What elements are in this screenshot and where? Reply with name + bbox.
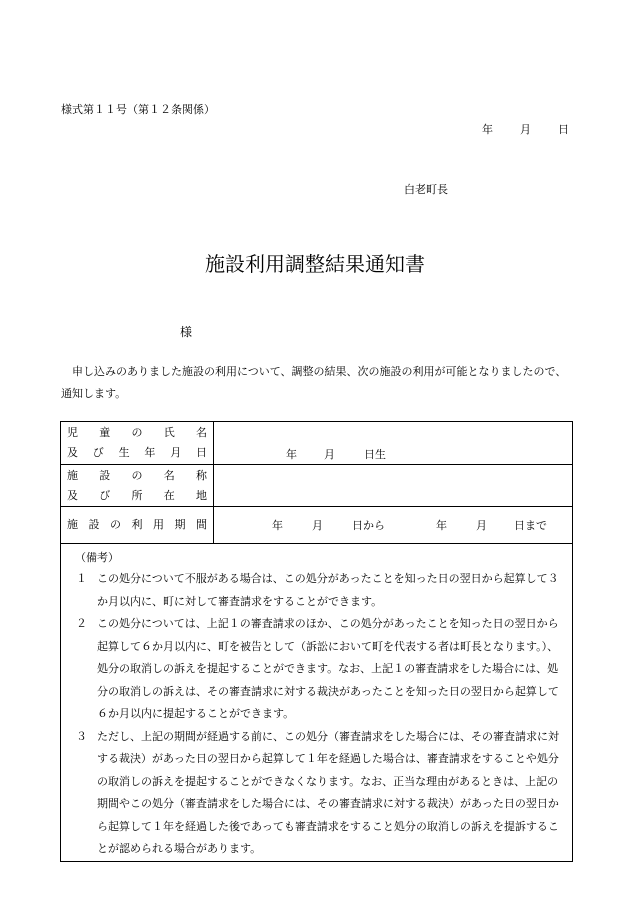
label-char: 地 [196, 488, 207, 502]
label-char: び [99, 488, 111, 502]
applicant-label [61, 422, 214, 465]
facility-label-line2 [61, 486, 213, 506]
label-char: 児 [67, 426, 78, 439]
birth-day: 日生 [364, 448, 386, 461]
label-char: 施 [67, 518, 78, 531]
form-number: 様式第１１号（第１２条関係） [61, 103, 215, 116]
applicant-row [61, 422, 573, 465]
period-label-line [61, 515, 213, 535]
facility-row [61, 465, 573, 507]
birth-year: 年 [286, 448, 297, 461]
date-day: 日 [558, 123, 569, 136]
label-char: 期 [174, 518, 186, 531]
note-number: ３ [76, 729, 87, 743]
notes-heading: （備考） [75, 551, 119, 564]
period-end-month: 月 [476, 519, 487, 532]
label-char: 称 [196, 468, 207, 482]
addressee-suffix: 様 [180, 325, 193, 339]
label-char: 在 [163, 488, 175, 502]
period-end-year: 年 [436, 519, 447, 532]
note-item [69, 613, 564, 726]
issue-date [482, 121, 569, 137]
birth-month: 月 [324, 448, 335, 461]
label-char: 施 [67, 468, 78, 482]
applicant-label-line1 [61, 423, 213, 443]
notes-row [61, 544, 573, 862]
notes-section [61, 544, 573, 862]
note-number: １ [76, 572, 87, 585]
label-char: の [110, 518, 121, 531]
label-char: 及 [67, 488, 78, 502]
period-label [61, 507, 214, 544]
label-char: 氏 [163, 426, 175, 439]
period-value[interactable] [214, 507, 573, 544]
label-char: 利 [131, 518, 143, 531]
document-title: 施設利用調整結果通知書 [205, 252, 425, 276]
label-char: 所 [131, 488, 143, 502]
label-char: 設 [88, 518, 100, 531]
period-start-year: 年 [272, 519, 283, 532]
issuer: 白老町長 [404, 183, 448, 196]
applicant-label-line2 [61, 443, 213, 463]
label-char: 間 [196, 518, 207, 531]
label-char: び [92, 446, 104, 459]
note-number: ２ [76, 617, 87, 630]
note-item [69, 568, 564, 613]
date-year: 年 [482, 123, 493, 136]
label-char: の [131, 468, 143, 482]
facility-label-line1 [61, 466, 213, 486]
label-char: 名 [196, 426, 207, 439]
intro-text: 申し込みのありました施設の利用について、調整の結果、次の施設の利用が可能となりましたので、通知します。 [61, 365, 567, 400]
note-text: この処分については、上記１の審査請求のほか、この処分があったことを知った日の翌日から起算して６か月以内に、町を被告として（訴訟において町を代表する者は町長となります。）、処分の取消しの訴えを提起することができます。なお、上記１の審査請求をした場合には、処分の取消しの訴えは、その審査請求に対する裁決があったことを知った日の翌日から起算して６か月以内に提起することができます。 [97, 617, 559, 720]
label-char: 名 [163, 468, 175, 482]
facility-label [61, 465, 214, 507]
label-char: 月 [170, 446, 182, 459]
facility-value[interactable] [214, 465, 573, 507]
label-char: 日 [195, 446, 207, 459]
note-text: この処分について不服がある場合は、この処分があったことを知った日の翌日から起算して３か月以内に、町に対して審査請求をすることができます。 [97, 572, 559, 608]
notice-table [60, 421, 573, 862]
label-char: 設 [99, 468, 111, 482]
label-char: 年 [144, 446, 156, 459]
label-char: 童 [99, 426, 111, 439]
note-text: ただし、上記の期間が経過する前に、この処分（審査請求をした場合には、その審査請求に対する裁決）があった日の翌日から起算して１年を経過した場合は、審査請求をすることや処分の取消しの訴えを提起することができなくなります。なお、正当な理由があるときは、上記の期間やこの処分（審査請求をした場合には、その審査請求に対する裁決）があった日の翌日から起算して１年を経過した後であっても審査請求をすること処分の取消しの訴えを提訴することが認められる場合があります。 [97, 729, 559, 855]
applicant-value[interactable] [214, 422, 573, 465]
note-item [69, 726, 564, 861]
period-row [61, 507, 573, 544]
label-char: 及 [67, 446, 78, 459]
label-char: の [131, 426, 143, 439]
date-month: 月 [520, 123, 531, 136]
period-start-day: 日から [352, 519, 385, 532]
period-start-month: 月 [312, 519, 323, 532]
label-char: 用 [153, 518, 164, 531]
period-end-day: 日まで [514, 519, 547, 532]
label-char: 生 [118, 446, 130, 459]
